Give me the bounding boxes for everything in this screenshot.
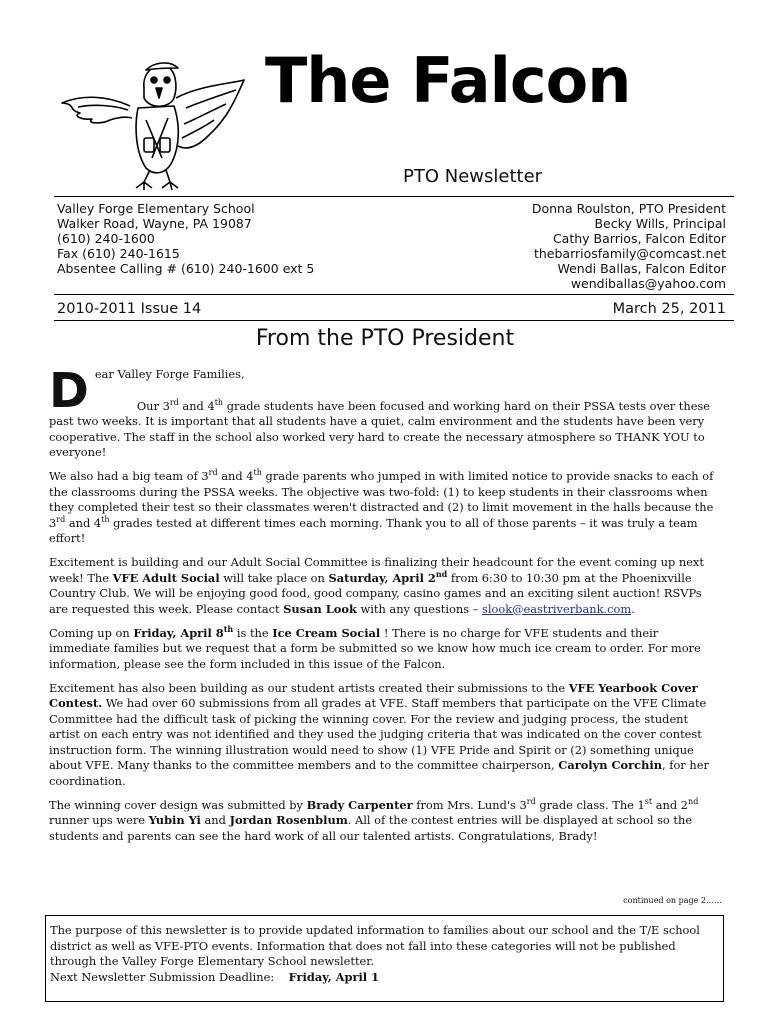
salutation-text: ear Valley Forge Families,: [94, 367, 245, 381]
article-headline: From the PTO President: [255, 326, 515, 351]
school-contact-line: Valley Forge Elementary School: [57, 201, 255, 216]
issue-date: March 25, 2011: [612, 301, 726, 317]
purpose-text: The purpose of this newsletter is to provide updated information to families about our school and the T/E school district as well as VFE-PTO events. Information that does not fall into these categories will not be published through the Valley Forge Elementary School newsletter.: [50, 923, 700, 968]
officer-line: Becky Wills, Principal: [594, 216, 726, 231]
school-contact-block: [57, 201, 314, 276]
paragraph-winners: The winning cover design was submitted by Brady Carpenter from Mrs. Lund's 3rd grade class. The 1st and 2nd runner ups were Yubin Yi and Jordan Rosenblum. All of the contest entries will be displayed at school so the students and parents can see the hard work of all our talented artists. Congratulations, Brady!: [49, 796, 699, 843]
continued-note: continued on page 2……: [623, 896, 722, 905]
deadline-line: [50, 970, 723, 986]
newsletter-purpose-box: [45, 915, 724, 1002]
officer-line: thebarriosfamily@comcast.net: [533, 246, 726, 261]
deadline-label: Next Newsletter Submission Deadline:: [50, 969, 275, 984]
newsletter-subtitle: PTO Newsletter: [403, 166, 543, 187]
officer-line: wendiballas@yahoo.com: [570, 276, 726, 291]
paragraph-pssa: Our 3rd and 4th grade students have been focused and working hard on their PSSA tests over these past two weeks. It is important that all students have a quiet, calm environment and the students have been very cooperative. The staff in the school also worked very hard to create the necessary atmosphere so THANK YOU to everyone!: [49, 397, 711, 459]
drop-cap: D: [49, 363, 89, 419]
header-divider-middle: [54, 294, 734, 295]
paragraph-adult-social: Excitement is building and our Adult Social Committee is finalizing their headcount for the event coming up next week! The VFE Adult Social will take place on Saturday, April 2nd from 6:30 to 10:30 pm at the Phoenixville Country Club. We will be enjoying good food, good company, casino games and an exciting silent auction! RSVPs are requested this week. Please contact Susan Look with any questions – slook@eastriverbank.com.: [49, 555, 704, 616]
officer-line: Wendi Ballas, Falcon Editor: [557, 261, 726, 276]
deadline-value: Friday, April 1: [288, 969, 380, 984]
falcon-mascot-illustration: [58, 58, 248, 193]
school-contact-line: Fax (610) 240-1615: [57, 246, 180, 261]
paragraph-yearbook-contest: Excitement has also been building as our student artists created their submissions to the VFE Yearbook Cover Contest. We had over 60 submissions from all grades at VFE. Staff members that participate on the VFE Climate Committee had the difficult task of picking the winning cover. For the review and judging process, the student artist on each entry was not identified and they used the judging criteria that was indicated on the cover contest instruction form. The winning illustration would need to show (1) VFE Pride and Spirit or (2) something unique about VFE. Many thanks to the committee members and to the committee chairperson, Carolyn Corchin, for her coordination.: [49, 680, 709, 788]
officer-line: Donna Roulston, PTO President: [531, 201, 726, 216]
salutation-paragraph: [49, 363, 722, 419]
email-link[interactable]: slook@eastriverbank.com: [482, 601, 632, 616]
officers-block: [532, 201, 726, 291]
paragraph-ice-cream: Coming up on Friday, April 8th is the Ice Cream Social ! There is no charge for VFE students and their immediate families but we request that a form be submitted so we know how much ice cream to order. For more information, please see the form included in this issue of the Falcon.: [49, 623, 701, 671]
paragraph-parents: We also had a big team of 3rd and 4th grade parents who jumped in with limited notice to provide snacks to each of the classrooms during the PSSA weeks. The objective was two-fold: (1) to keep students in their classrooms when they completed their test so their classmates weren't distracted and (2) to limit movement in the halls because the 3rd and 4th grades tested at different times each morning. Thank you to all of those parents – it was truly a team effort!: [49, 468, 714, 545]
school-contact-line: (610) 240-1600: [57, 231, 155, 246]
issue-number: 2010-2011 Issue 14: [57, 301, 202, 317]
article-body: [49, 363, 722, 853]
school-contact-line: Walker Road, Wayne, PA 19087: [57, 216, 252, 231]
header-divider-top: [54, 196, 734, 197]
officer-line: Cathy Barrios, Falcon Editor: [552, 231, 726, 246]
header-divider-bottom: [54, 320, 734, 321]
school-contact-line: Absentee Calling # (610) 240-1600 ext 5: [57, 261, 315, 276]
newsletter-title: The Falcon: [265, 44, 631, 117]
